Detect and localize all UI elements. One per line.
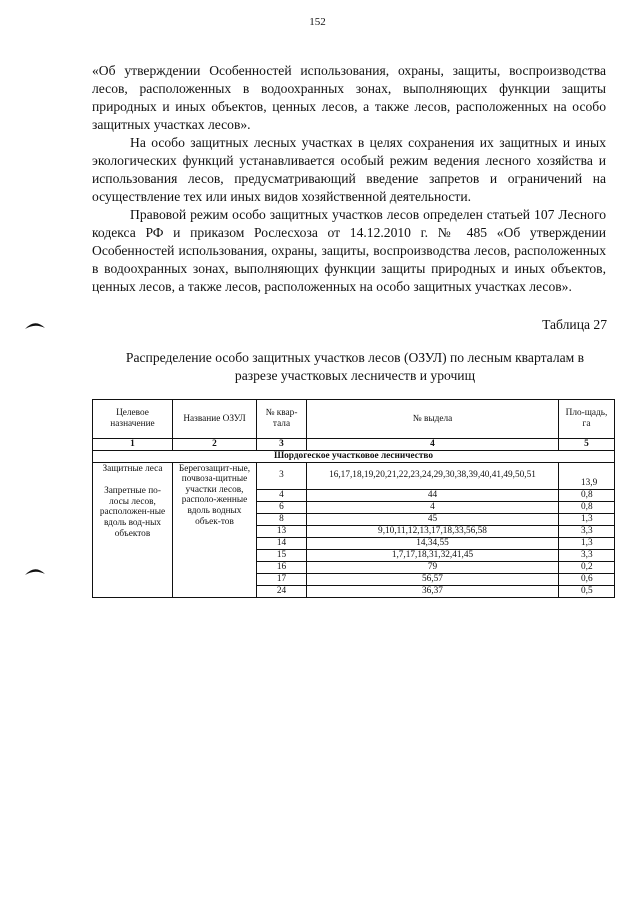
- quarter-cell: 15: [257, 549, 307, 561]
- table-header-row: [93, 400, 615, 439]
- plots-cell: 44: [307, 489, 559, 501]
- area-cell: 0,5: [559, 585, 615, 597]
- area-cell: 3,3: [559, 525, 615, 537]
- purpose-subcategory: Запретные по-лосы лесов, расположен-ные вдоль вод-ных объектов: [99, 486, 166, 539]
- header-area: Пло-щадь, га: [559, 400, 615, 439]
- quarter-cell: 14: [257, 537, 307, 549]
- header-purpose: Целевое назначение: [93, 400, 173, 439]
- quarter-cell: 24: [257, 585, 307, 597]
- page-number: 152: [309, 16, 326, 28]
- purpose-category: Защитные леса: [102, 463, 163, 474]
- column-number: 2: [173, 439, 257, 451]
- ozul-table: [92, 399, 615, 598]
- column-number: 5: [559, 439, 615, 451]
- area-cell: 0,2: [559, 561, 615, 573]
- section-row: [93, 450, 615, 462]
- column-number: 4: [307, 439, 559, 451]
- plots-cell: 79: [307, 561, 559, 573]
- plots-cell: 56,57: [307, 573, 559, 585]
- area-cell: 3,3: [559, 549, 615, 561]
- column-number: 1: [93, 439, 173, 451]
- paragraph-2: На особо защитных лесных участках в целях сохранения их защитных и иных экологических функций устанавливается особый режим ведения лесного хозяйства и использования лесов, предусматривающий введение запретов и ограничений на осуществление тех или иных видов хозяйственной деятельности.: [92, 135, 606, 204]
- plots-cell: 4: [307, 501, 559, 513]
- quarter-cell: 3: [257, 462, 307, 489]
- section-title: Шордогеское участковое лесничество: [93, 450, 615, 462]
- table-title: Распределение особо защитных участков лесов (ОЗУЛ) по лесным кварталам в разрезе участковых лесничеств и урочищ: [125, 350, 585, 383]
- plots-cell: 9,10,11,12,13,17,18,33,56,58: [307, 525, 559, 537]
- quarter-cell: 8: [257, 513, 307, 525]
- header-plot: № выдела: [307, 400, 559, 439]
- plots-cell: 45: [307, 513, 559, 525]
- quarter-cell: 16: [257, 561, 307, 573]
- paragraph-1: «Об утверждении Особенностей использования, охраны, защиты, воспроизводства лесов, расположенных в водоохранных зонах, выполняющих функции защиты природных и иных объектов, ценных лесов, а также лесов, расположенных на особо защитных участках лесов».: [92, 63, 606, 132]
- quarter-cell: 13: [257, 525, 307, 537]
- area-cell: 1,3: [559, 537, 615, 549]
- table-row: [93, 462, 615, 489]
- plots-cell: 16,17,18,19,20,21,22,23,24,29,30,38,39,40,41,49,50,51: [307, 462, 559, 489]
- header-quarter: № квар-тала: [257, 400, 307, 439]
- column-number-row: [93, 439, 615, 451]
- header-name: Название ОЗУЛ: [173, 400, 257, 439]
- ozul-name-cell: Берегозащит-ные, почвоза-щитные участки лесов, располо-женные вдоль водных объек-тов: [173, 462, 257, 597]
- plots-cell: 14,34,55: [307, 537, 559, 549]
- quarter-cell: 6: [257, 501, 307, 513]
- quarter-cell: 17: [257, 573, 307, 585]
- plots-cell: 36,37: [307, 585, 559, 597]
- purpose-cell: [93, 462, 173, 597]
- column-number: 3: [257, 439, 307, 451]
- area-cell: 0,8: [559, 501, 615, 513]
- paragraph-3: Правовой режим особо защитных участков лесов определен статьей 107 Лесного кодекса РФ и приказом Рослесхоза от 14.12.2010 г. № 485 «Об утверждении Особенностей использования, охраны, защиты, воспроизводства лесов, расположенных в водоохранных зонах, выполняющих функции защиты природных и иных объектов, ценных лесов, а также лесов, расположенных на особо защитных участках лесов».: [92, 207, 606, 294]
- area-cell: 0,6: [559, 573, 615, 585]
- binding-mark-icon: [24, 320, 46, 330]
- area-cell: 0,8: [559, 489, 615, 501]
- body-text: [92, 62, 606, 296]
- quarter-cell: 4: [257, 489, 307, 501]
- plots-cell: 1,7,17,18,31,32,41,45: [307, 549, 559, 561]
- binding-mark-icon: [24, 566, 46, 576]
- area-cell: 13,9: [559, 462, 615, 489]
- area-cell: 1,3: [559, 513, 615, 525]
- table-caption: Таблица 27: [542, 317, 607, 332]
